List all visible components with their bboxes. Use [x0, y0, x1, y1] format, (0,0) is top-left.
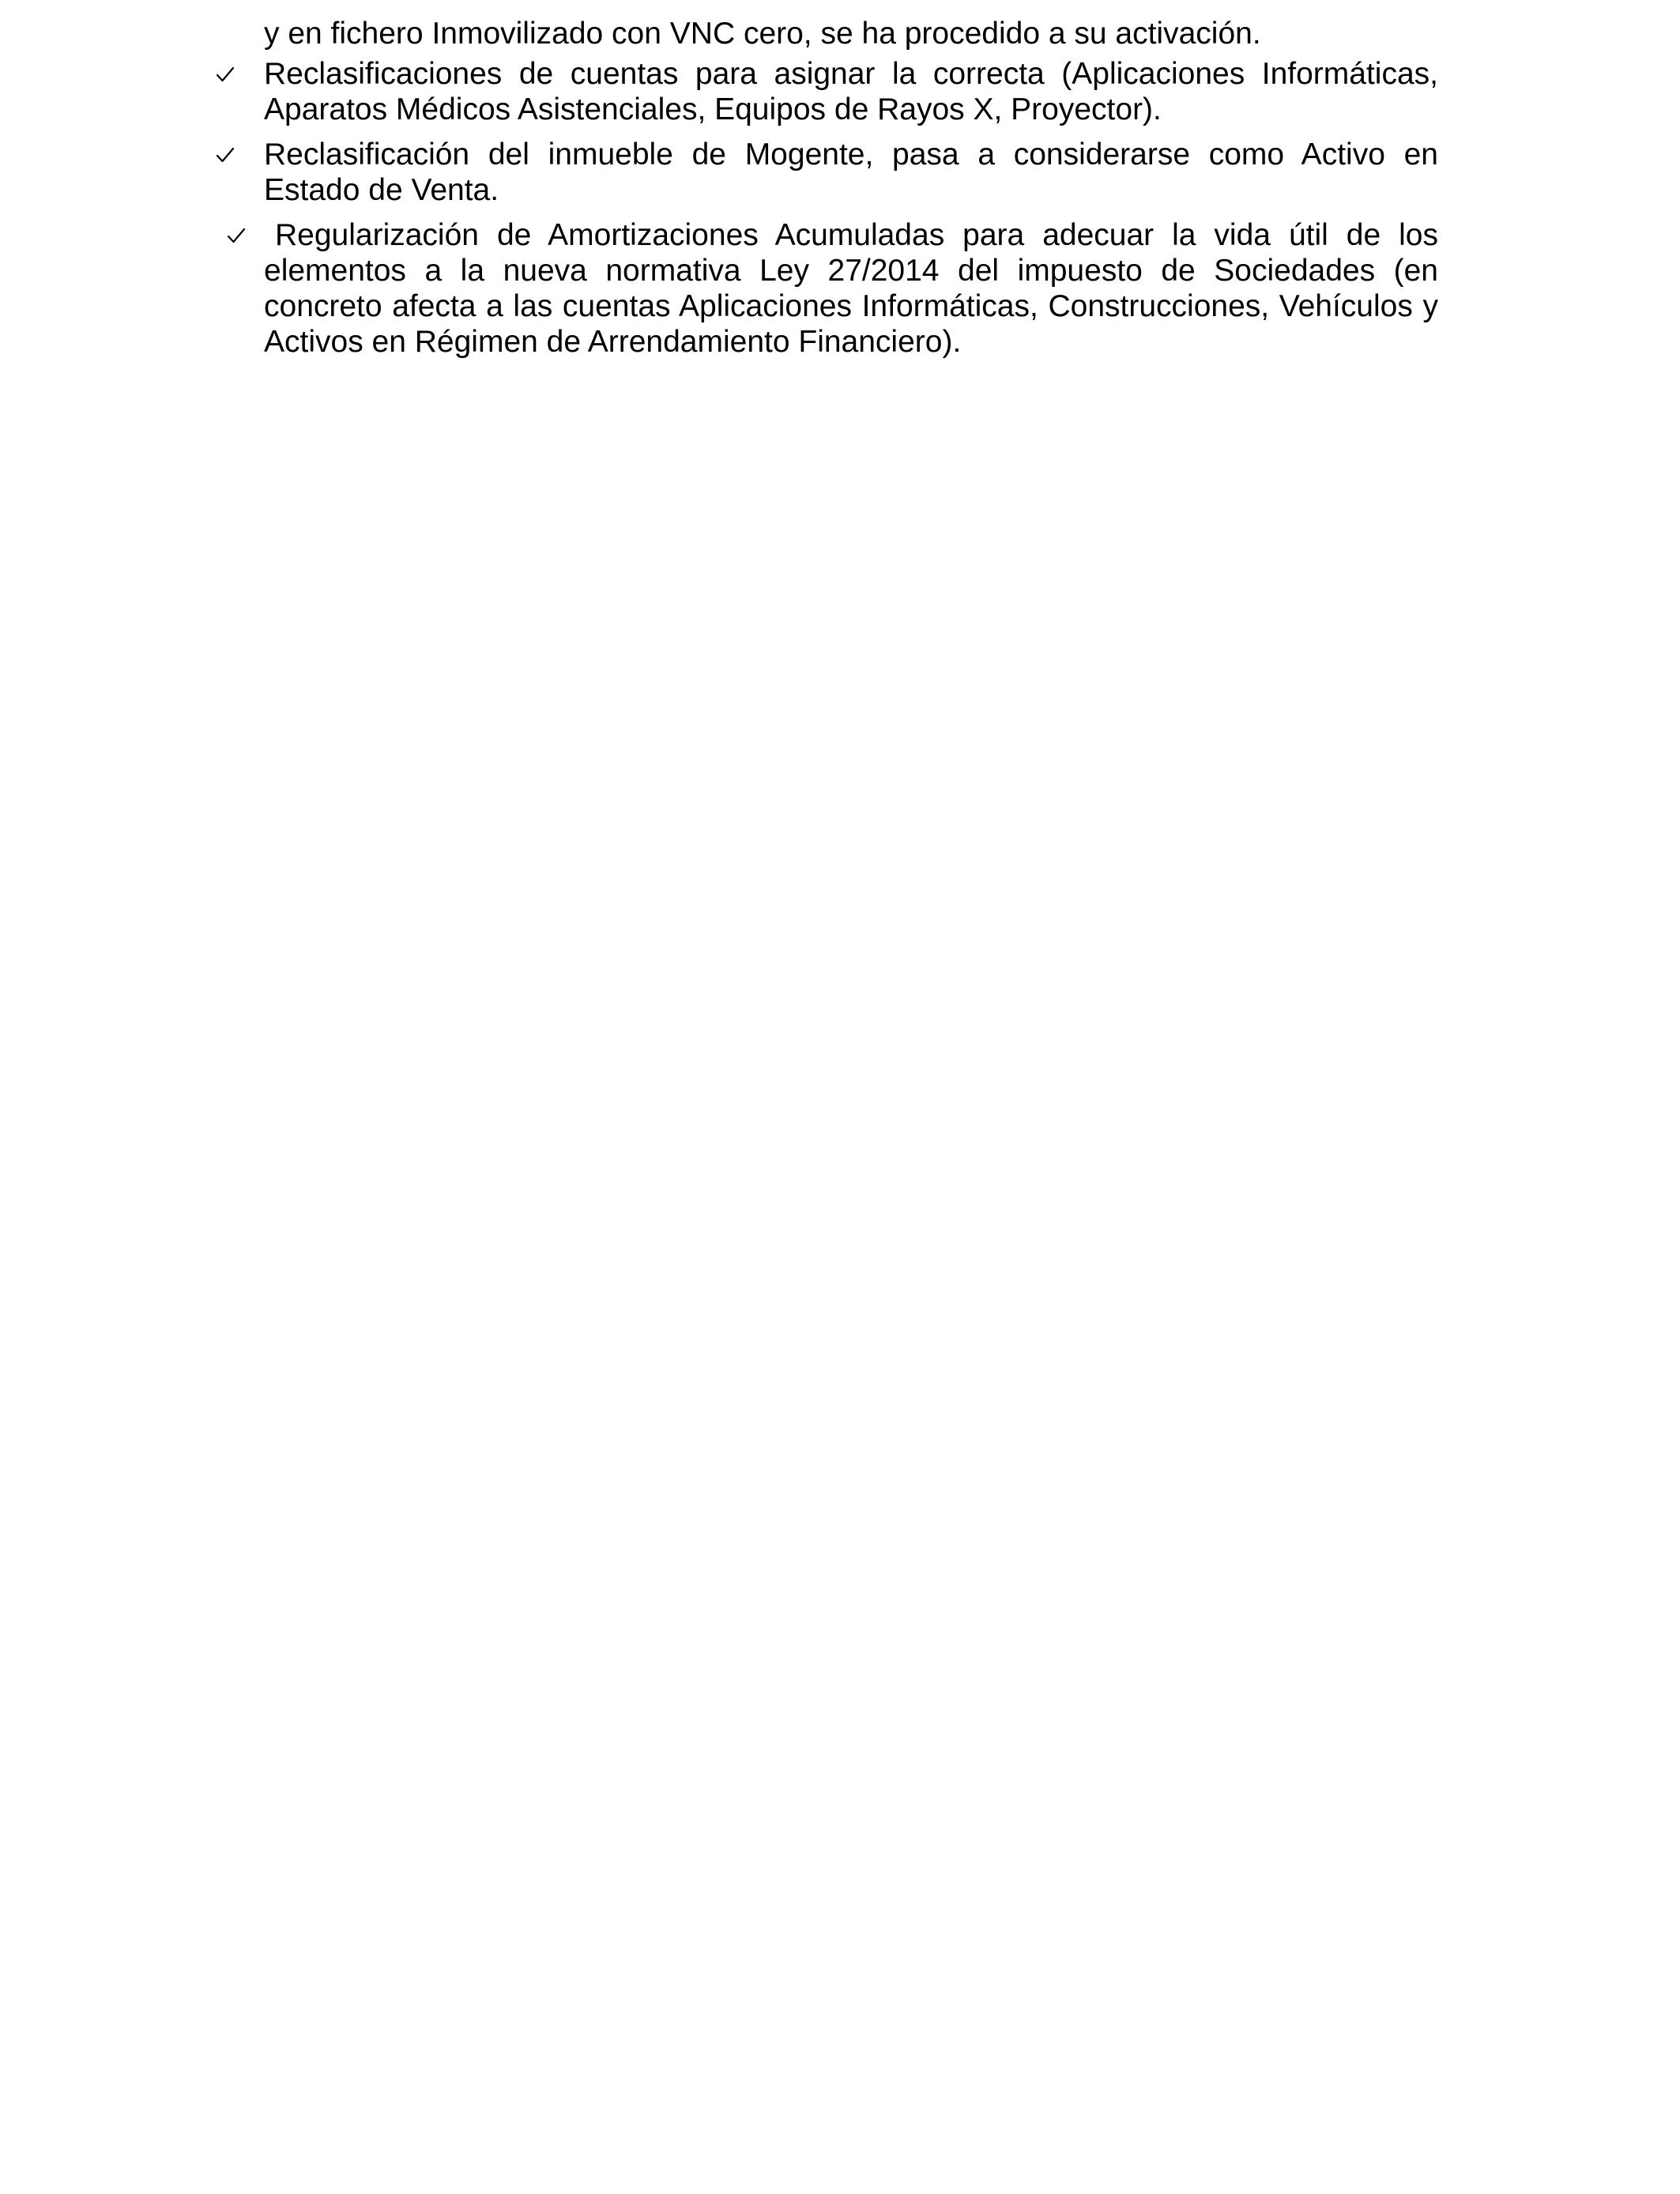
list-item-text: Reclasificación del inmueble de Mogente, pasa a considerarse como Activo en Estado de Venta.	[264, 138, 1438, 207]
list-item-text: Reclasificaciones de cuentas para asignar la correcta (Aplicaciones Informáticas, Aparatos Médicos Asistenciales, Equipos de Rayos X, Proyector).	[264, 57, 1438, 126]
document-body	[264, 16, 1438, 369]
check-icon	[213, 137, 237, 172]
list-item	[264, 217, 1438, 360]
list-item	[264, 56, 1438, 127]
check-icon	[213, 56, 237, 92]
continuation-paragraph: y en fichero Inmovilizado con VNC cero, se ha procedido a su activación.	[264, 17, 1261, 51]
list-item	[264, 137, 1438, 208]
checklist	[264, 56, 1438, 360]
check-icon	[224, 217, 248, 253]
list-item-text: Regularización de Amortizaciones Acumuladas para adecuar la vida útil de los elementos a la nueva normativa Ley 27/2014 del impuesto de Sociedades (en concreto afecta a las cuentas Aplicaciones Informáticas, Construcciones, Vehículos y Activos en Régimen de Arrendamiento Financiero).	[264, 218, 1438, 359]
